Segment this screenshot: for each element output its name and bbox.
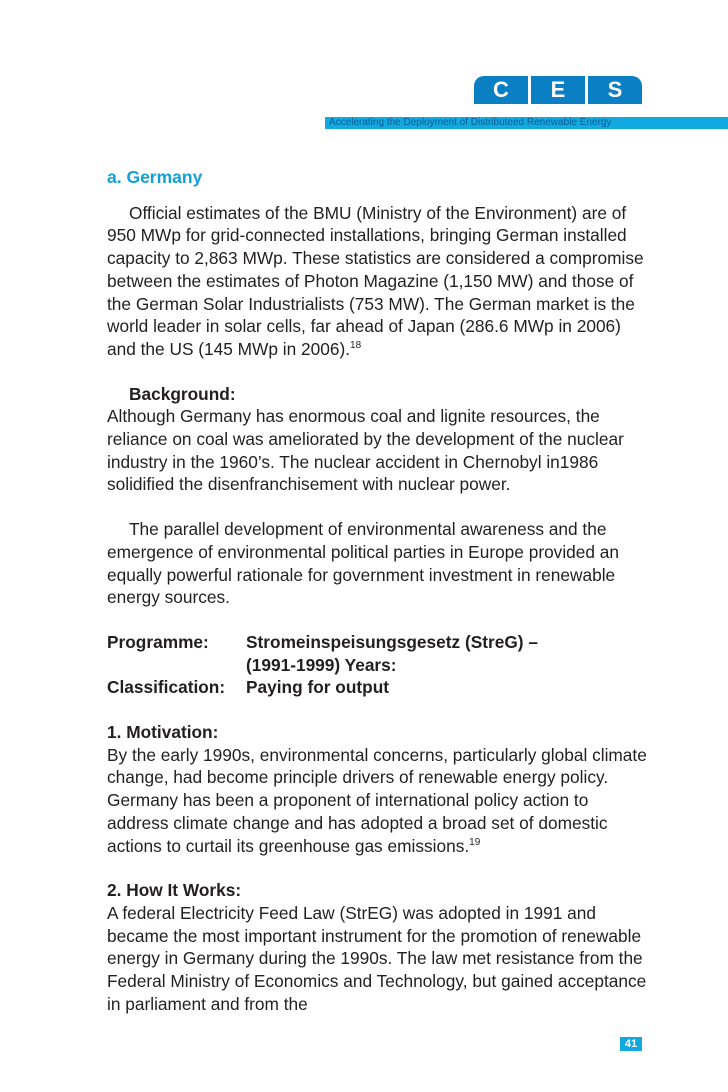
logo-letter-c: C xyxy=(474,76,528,104)
logo-letter-e: E xyxy=(531,76,585,104)
footnote-ref-18: 18 xyxy=(350,340,362,352)
intro-paragraph xyxy=(107,202,647,361)
tagline: Accelerating the Deployment of Distributeed Renewable Energy xyxy=(329,117,612,128)
classification-value: Paying for output xyxy=(246,677,390,698)
motivation-text: By the early 1990s, environmental concerns, particularly global climate change, had become principle drivers of renewable energy policy. Germany has been a proponent of international policy action to address climate change and has adopted a broad set of domestic actions to curtail its greenhouse gas emissions. xyxy=(107,744,647,856)
programme-value xyxy=(246,631,538,676)
background-heading: Background: xyxy=(129,383,236,404)
programme-table xyxy=(107,631,538,699)
how-it-works-text: A federal Electricity Feed Law (StrEG) was adopted in 1991 and became the most important instrument for the promotion of renewable energy in Germany during the 1990s. The law met resistance from the Federal Ministry of Economics and Technology, but gained acceptance in parliament and from the xyxy=(107,902,647,1014)
programme-value-line2: (1991-1999) Years: xyxy=(246,654,397,675)
background-text: Although Germany has enormous coal and lignite resources, the reliance on coal was ameliorated by the development of the nuclear industry in the 1960’s. The nuclear accident in Chernobyl in1986 solidified the disenfranchisement with nuclear power. xyxy=(107,406,624,495)
motivation-heading: 1. Motivation: xyxy=(107,722,219,743)
page-content xyxy=(107,166,647,1038)
programme-label: Programme: xyxy=(107,631,209,652)
section-title: a. Germany xyxy=(107,167,203,187)
how-it-works-paragraph xyxy=(107,879,647,1015)
how-it-works-heading: 2. How It Works: xyxy=(107,880,242,901)
classification-label: Classification: xyxy=(107,677,226,698)
ces-logo xyxy=(474,76,642,104)
page-number: 41 xyxy=(624,1038,638,1050)
footnote-ref-19: 19 xyxy=(469,836,481,848)
logo-letter-s: S xyxy=(588,76,642,104)
parallel-paragraph: The parallel development of environmental awareness and the emergence of environmental political parties in Europe provided an equally powerful rationale for government investment in renewable energy sources. xyxy=(107,519,620,608)
intro-text: Official estimates of the BMU (Ministry of the Environment) are of 950 MWp for grid-connected installations, bringing German installed capacity to 2,863 MWp. These statistics are considered a compromise between the estimates of Photon Magazine (1,150 MW) and those of the German Solar Industrialists (753 MW). The German market is the world leader in solar cells, far ahead of Japan (286.6 MWp in 2006) and the US (145 MWp in 2006). xyxy=(107,202,644,359)
programme-value-line1: Stromeinspeisungsgesetz (StreG) – xyxy=(246,631,538,652)
background-paragraph xyxy=(107,383,647,497)
motivation-paragraph xyxy=(107,721,647,857)
